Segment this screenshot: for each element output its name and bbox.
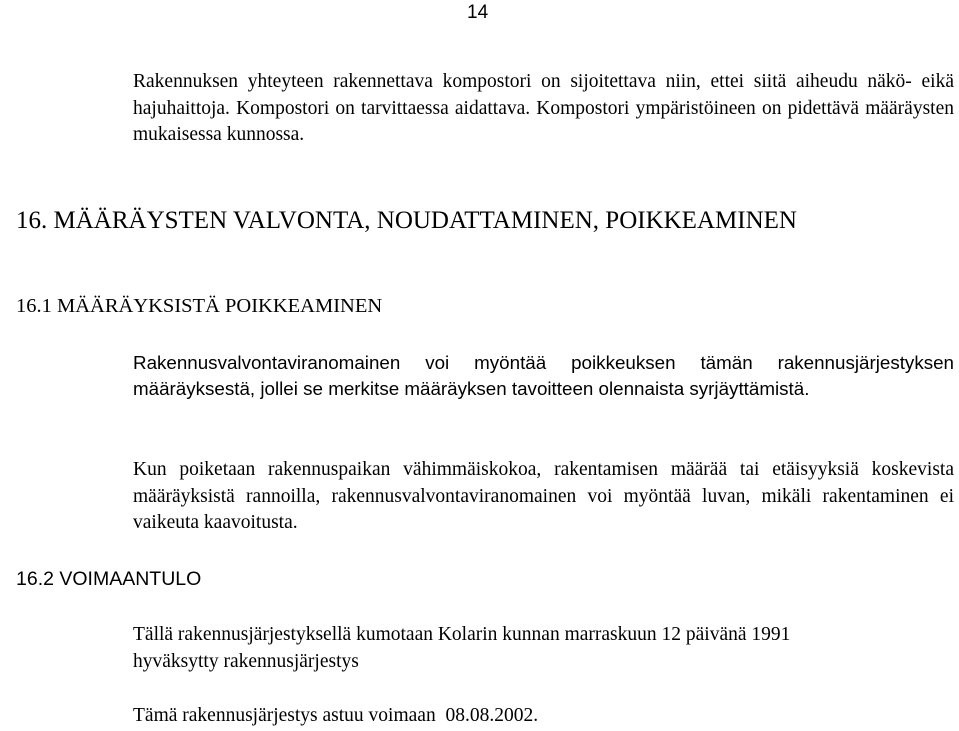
section-16-2-paragraph-line-2: hyväksytty rakennusjärjestys	[133, 651, 359, 672]
page-number: 14	[467, 2, 489, 23]
section-16-2-paragraph-line-1: Tällä rakennusjärjestyksellä kumotaan Kolarin kunnan marraskuun 12 päivänä 1991	[133, 624, 791, 645]
section-16-1-heading: 16.1 MÄÄRÄYKSISTÄ POIKKEAMINEN	[16, 295, 383, 317]
section-16-heading: 16. MÄÄRÄYSTEN VALVONTA, NOUDATTAMINEN, POIKKEAMINEN	[16, 207, 797, 234]
effective-date-line: Tämä rakennusjärjestys astuu voimaan 08.08.2002.	[133, 705, 539, 726]
section-16-2-heading: 16.2 VOIMAANTULO	[16, 568, 202, 590]
intro-paragraph: Rakennuksen yhteyteen rakennettava kompostori on sijoitettava niin, ettei siitä aiheudu näkö- eikä hajuhaittoja. Kompostori on tarvittaessa aidattava. Kompostori ympäristöineen on pidettävä määräysten mukaisessa kunnossa.	[133, 71, 954, 145]
section-16-1-paragraph-2: Kun poiketaan rakennuspaikan vähimmäiskokoa, rakentamisen määrää tai etäisyyksiä koskevista määräyksistä rannoilla, rakennusvalvontaviranomainen voi myöntää luvan, mikäli rakentaminen ei vaikeuta kaavoitusta.	[133, 459, 954, 533]
section-16-1-paragraph-1: Rakennusvalvontaviranomainen voi myöntää poikkeuksen tämän rakennusjärjestyksen määräyksestä, jollei se merkitse määräyksen tavoitteen olennaista syrjäyttämistä.	[133, 352, 954, 399]
